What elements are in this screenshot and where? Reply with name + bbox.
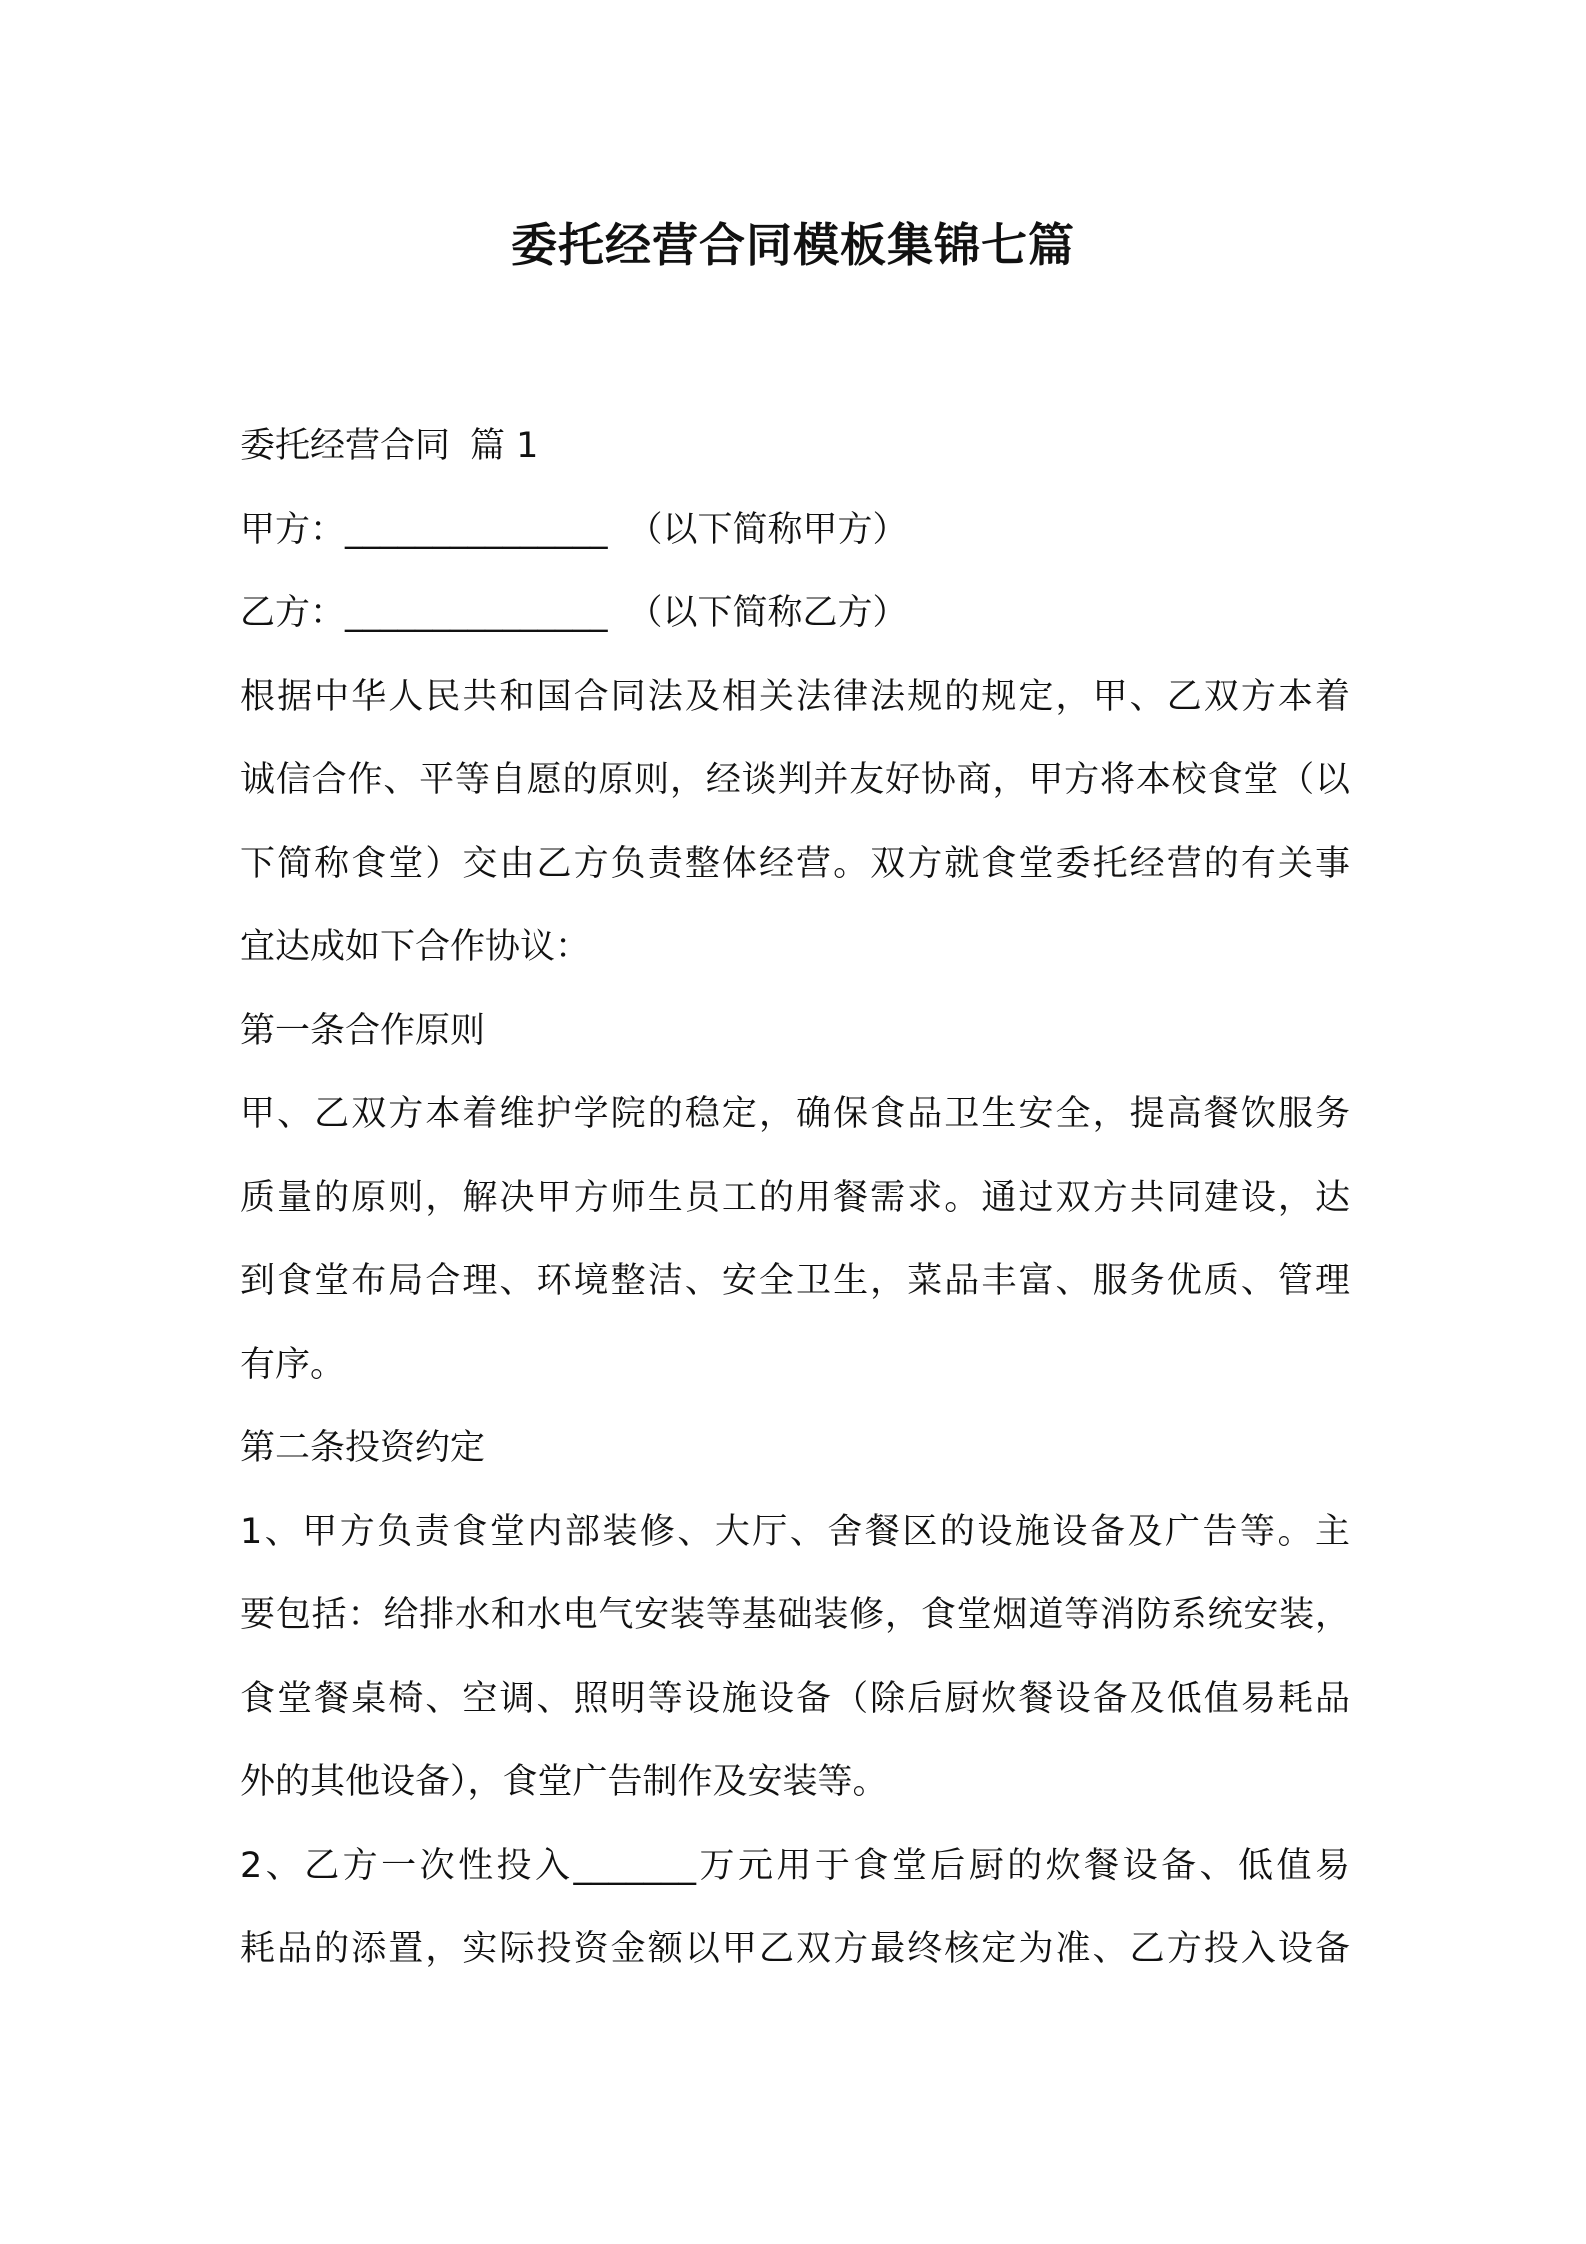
body-line: 要包括：给排水和水电气安装等基础装修，食堂烟道等消防系统安装，	[240, 1595, 1350, 1635]
section-heading	[240, 405, 1350, 489]
party-b-blank: _______________	[345, 593, 608, 633]
section-heading-part: 篇 1	[470, 426, 539, 466]
body-line: 外的其他设备），食堂广告制作及安装等。	[240, 1762, 888, 1802]
body-line: 2、乙方一次性投入_______万元用于食堂后厨的炊餐设备、低值易	[240, 1845, 1350, 1886]
party-b-line	[240, 572, 1350, 656]
body-line: 食堂餐桌椅、空调、照明等设施设备（除后厨炊餐设备及低值易耗品	[240, 1678, 1350, 1719]
body-line: 耗品的添置，实际投资金额以甲乙双方最终核定为准、乙方投入设备	[240, 1929, 1350, 1969]
clause-heading: 第二条投资约定	[240, 1428, 486, 1468]
body-line: 甲、乙双方本着维护学院的稳定，确保食品卫生安全，提高餐饮服务	[240, 1094, 1350, 1134]
clause-heading: 第一条合作原则	[240, 1010, 486, 1051]
document-title: 委托经营合同模板集锦七篇	[511, 218, 1075, 272]
body-line: 有序。	[240, 1344, 346, 1385]
body-line: 到食堂布局合理、环境整洁、安全卫生，菜品丰富、服务优质、管理	[240, 1261, 1350, 1301]
party-a-label: 甲方：	[240, 509, 346, 550]
body-line: 根据中华人民共和国合同法及相关法律法规的规定，甲、乙双方本着	[240, 676, 1350, 717]
party-a-line	[240, 489, 1350, 573]
section-heading-label: 委托经营合同	[240, 426, 451, 466]
party-b-note: （以下简称乙方）	[627, 593, 908, 633]
body-line: 下简称食堂）交由乙方负责整体经营。双方就食堂委托经营的有关事	[240, 843, 1350, 884]
body-line: 1、甲方负责食堂内部装修、大厅、舍餐区的设施设备及广告等。主	[240, 1511, 1350, 1552]
party-a-blank: _______________	[345, 509, 608, 550]
body-line: 诚信合作、平等自愿的原则，经谈判并友好协商，甲方将本校食堂（以	[240, 760, 1350, 800]
body-line: 质量的原则，解决甲方师生员工的用餐需求。通过双方共同建设，达	[240, 1177, 1350, 1218]
party-b-label: 乙方：	[240, 593, 346, 633]
party-a-note: （以下简称甲方）	[627, 509, 908, 550]
document-body	[240, 405, 1350, 1992]
body-line: 宜达成如下合作协议：	[240, 927, 591, 967]
